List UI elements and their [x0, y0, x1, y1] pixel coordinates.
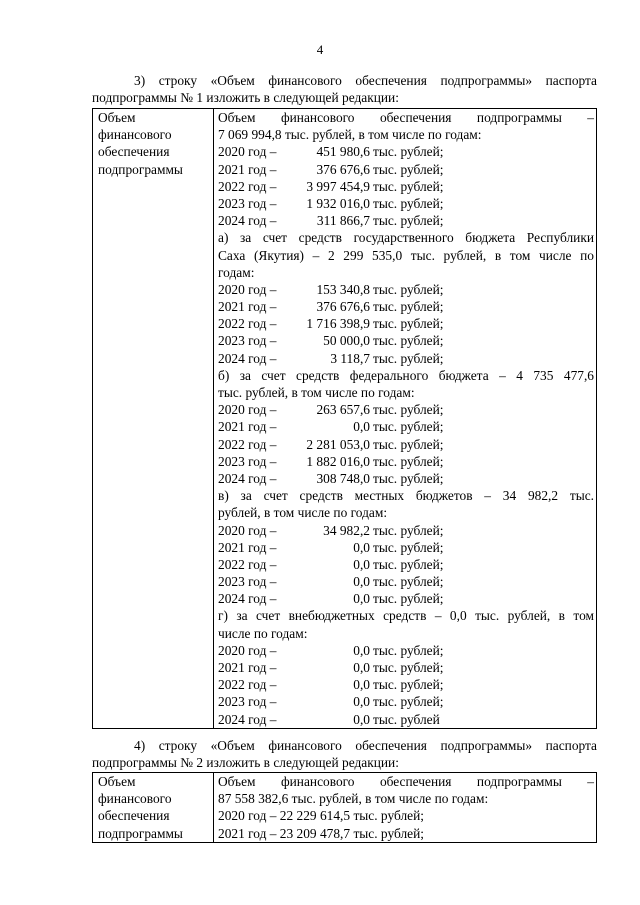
page-number: 4 — [316, 42, 324, 57]
year-row: 2024 год – 311 866,7 тыс. рублей; — [218, 213, 444, 229]
label-line: обеспечения — [98, 808, 170, 824]
source-d-line: г) за счет внебюджетных средств – 0,0 тыс. рублей, в том — [218, 608, 594, 624]
label-line: финансового — [98, 127, 172, 143]
source-a-line: а) за счет средств государственного бюджета Республики — [218, 230, 594, 246]
source-b-rows — [218, 401, 594, 487]
source-a-rows — [218, 281, 594, 367]
year-row: 2020 год – 153 340,8 тыс. рублей; — [218, 281, 444, 297]
source-c-rows — [218, 522, 594, 608]
label-line: финансового — [98, 791, 172, 807]
year-row: 2021 год – 376 676,6 тыс. рублей; — [218, 299, 444, 315]
year-row: 2023 год – 50 000,0 тыс. рублей; — [218, 333, 444, 349]
source-c-line: рублей, в том числе по годам: — [218, 505, 388, 521]
year-row: 2022 год – 0,0 тыс. рублей; — [218, 677, 444, 693]
label-line: обеспечения — [98, 144, 170, 160]
year-row: 2020 год – 451 980,6 тыс. рублей; — [218, 144, 444, 160]
year-row: 2021 год – 0,0 тыс. рублей; — [218, 419, 444, 435]
total-line: Объем финансового обеспечения подпрограммы – — [218, 110, 594, 125]
label-line: Объем — [98, 110, 136, 125]
year-row: 2024 год – 308 748,0 тыс. рублей; — [218, 470, 444, 486]
year-row: 2021 год – 376 676,6 тыс. рублей; — [218, 161, 444, 177]
year-row: 2020 год – 263 657,6 тыс. рублей; — [218, 402, 444, 418]
section3-intro-line2: подпрограммы № 1 изложить в следующей редакции: — [92, 90, 399, 106]
label-line: подпрограммы — [98, 161, 183, 177]
year-row: 2021 год – 0,0 тыс. рублей; — [218, 539, 444, 555]
section4-table — [92, 772, 597, 843]
source-c-line: в) за счет средств местных бюджетов – 34 982,2 тыс. — [218, 488, 594, 504]
year-row: 2021 год – 0,0 тыс. рублей; — [218, 660, 444, 675]
section3-intro-line1: 3) строку «Объем финансового обеспечения подпрограммы» паспорта — [134, 73, 597, 88]
year-row: 2024 год – 0,0 тыс. рублей; — [218, 591, 444, 607]
source-b-line: тыс. рублей, в том числе по годам: — [218, 385, 415, 400]
source-b-line: б) за счет средств федерального бюджета – 4 735 477,6 — [218, 367, 594, 383]
source-a-line: Саха (Якутия) – 2 299 535,0 тыс. рублей, в том числе по — [218, 247, 594, 263]
section4-intro — [92, 737, 597, 771]
section4-intro-line2: подпрограммы № 2 изложить в следующей редакции: — [92, 755, 399, 771]
section3-value-cell — [214, 109, 597, 729]
total-line: 87 558 382,6 тыс. рублей, в том числе по годам: — [218, 791, 489, 807]
year-row: 2024 год – 0,0 тыс. рублей — [218, 711, 440, 727]
year-row: 2023 год – 1 882 016,0 тыс. рублей; — [218, 453, 444, 469]
section4-label-cell — [93, 773, 214, 843]
source-a-line: годам: — [218, 264, 255, 280]
year-row: 2023 год – 1 932 016,0 тыс. рублей; — [218, 195, 444, 211]
total-rows — [218, 143, 594, 229]
year-row: 2021 год – 23 209 478,7 тыс. рублей; — [218, 825, 424, 841]
year-row: 2024 год – 3 118,7 тыс. рублей; — [218, 350, 444, 366]
year-row: 2020 год – 22 229 614,5 тыс. рублей; — [218, 808, 424, 824]
source-d-rows — [218, 642, 594, 728]
source-d-line: числе по годам: — [218, 625, 308, 641]
year-row: 2022 год – 0,0 тыс. рублей; — [218, 556, 444, 572]
label-line: Объем — [98, 774, 136, 789]
total-line: Объем финансового обеспечения подпрограммы – — [218, 774, 594, 789]
section3-label-cell — [93, 109, 214, 729]
year-row: 2022 год – 1 716 398,9 тыс. рублей; — [218, 316, 444, 332]
label-line: подпрограммы — [98, 825, 183, 841]
year-row: 2023 год – 0,0 тыс. рублей; — [218, 574, 444, 590]
year-row: 2020 год – 0,0 тыс. рублей; — [218, 642, 444, 658]
year-row: 2022 год – 3 997 454,9 тыс. рублей; — [218, 178, 444, 194]
section3-intro — [92, 72, 597, 106]
year-row: 2020 год – 34 982,2 тыс. рублей; — [218, 522, 444, 538]
section4-value-cell — [214, 773, 597, 843]
section3-table — [92, 108, 597, 729]
year-row: 2023 год – 0,0 тыс. рублей; — [218, 694, 444, 710]
year-row: 2022 год – 2 281 053,0 тыс. рублей; — [218, 436, 444, 452]
total-line: 7 069 994,8 тыс. рублей, в том числе по годам: — [218, 127, 482, 143]
section4-intro-line1: 4) строку «Объем финансового обеспечения подпрограммы» паспорта — [134, 738, 597, 753]
